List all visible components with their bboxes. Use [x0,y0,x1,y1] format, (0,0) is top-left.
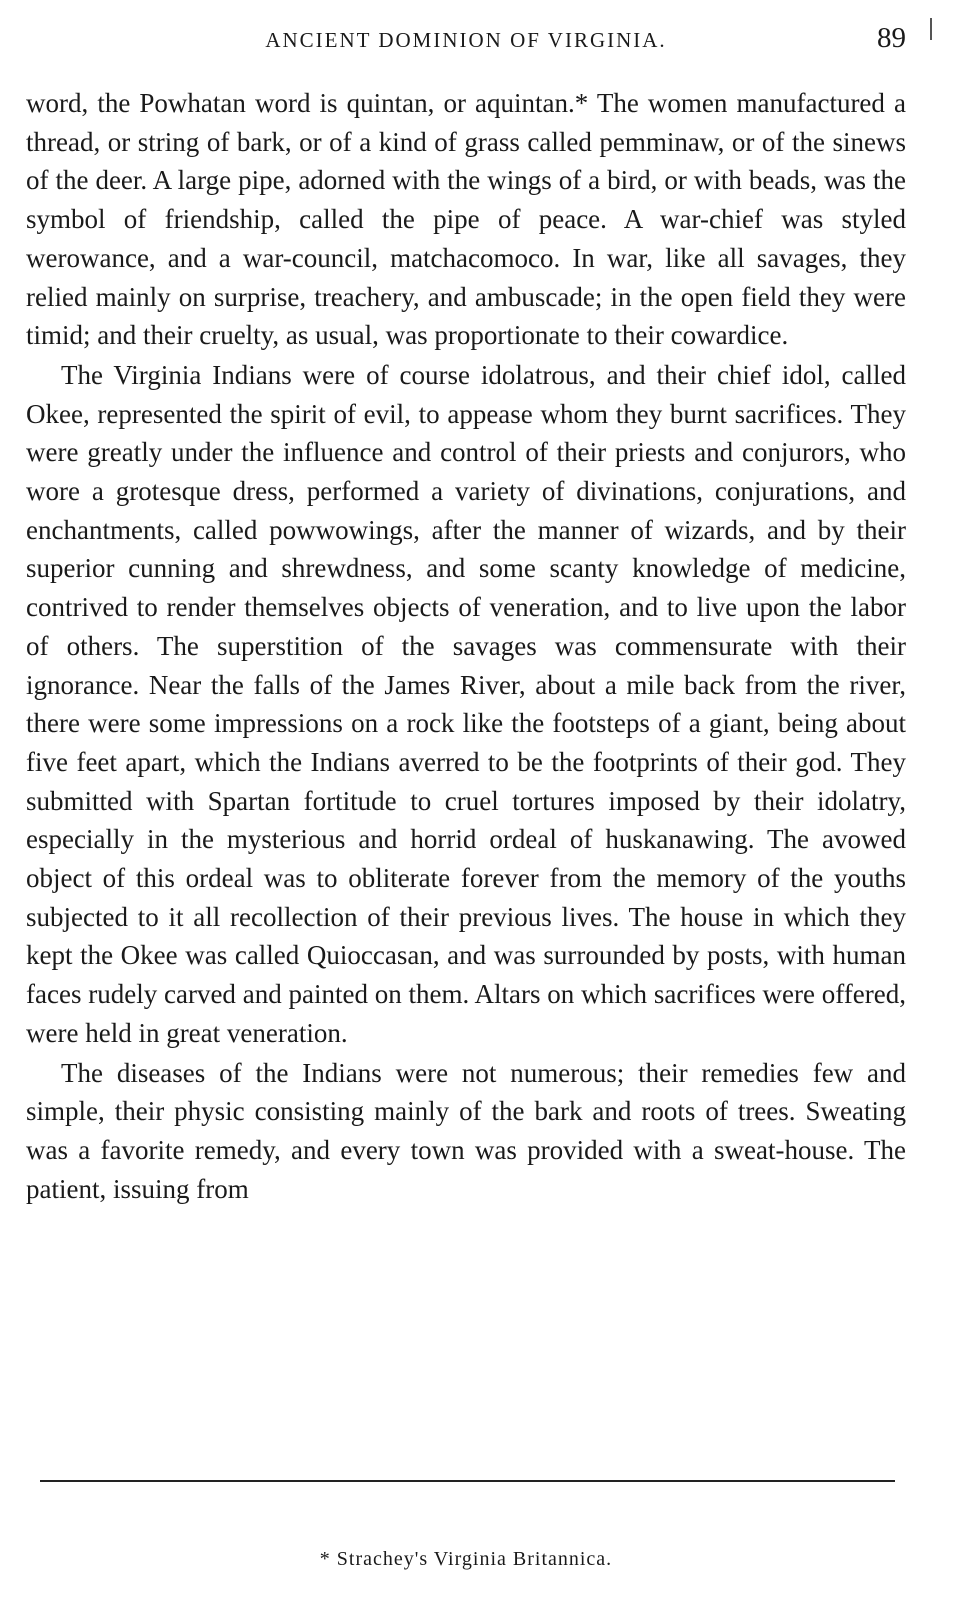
footnote: * Strachey's Virginia Britannica. [319,1548,613,1570]
body-text [26,84,906,1209]
paragraph-1: word, the Powhatan word is quintan, or aquintan.* The women manufactured a thread, or string of bark, or of a kind of grass called pemminaw, or of the sinews of the deer. A large pipe, adorned with the wings of a bird, or with beads, was the symbol of friendship, called the pipe of peace. A war-chief was styled werowance, and a war-council, matchacomoco. In war, like all savages, they relied mainly on surprise, treachery, and ambuscade; in the open field they were timid; and their cruelty, as usual, was proportionate to their cowardice. [26,88,906,351]
page-edge-mark [930,18,932,40]
footnote-divider [40,1480,895,1482]
paragraph-2: The Virginia Indians were of course idolatrous, and their chief idol, called Okee, represented the spirit of evil, to appease whom they burnt sacrifices. They were greatly under the influence and control of their priests and conjurors, who wore a grotesque dress, performed a variety of divinations, conjurations, and enchantments, called powwowings, after the manner of wizards, and by their superior cunning and shrewdness, and some scanty knowledge of medicine, contrived to render themselves objects of veneration, and to live upon the labor of others. The superstition of the savages was commensurate with their ignorance. Near the falls of the James River, about a mile back from the river, there were some impressions on a rock like the footsteps of a giant, being about five feet apart, which the Indians averred to be the footprints of their god. They submitted with Spartan fortitude to cruel tortures imposed by their idolatry, especially in the mysterious and horrid ordeal of huskanawing. The avowed object of this ordeal was to obliterate forever from the memory of the youths subjected to it all recollection of their previous lives. The house in which they kept the Okee was called Quioccasan, and was surrounded by posts, with human faces rudely carved and painted on them. Altars on which sacrifices were offered, were held in great veneration. [26,359,906,1048]
running-head [26,18,906,58]
running-title: ANCIENT DOMINION OF VIRGINIA. [265,28,667,52]
paragraph-3: The diseases of the Indians were not numerous; their remedies few and simple, their physic consisting mainly of the bark and roots of trees. Sweating was a favorite remedy, and every town was provided with a sweat-house. The patient, issuing from [26,1057,906,1204]
page-number: 89 [877,22,906,54]
